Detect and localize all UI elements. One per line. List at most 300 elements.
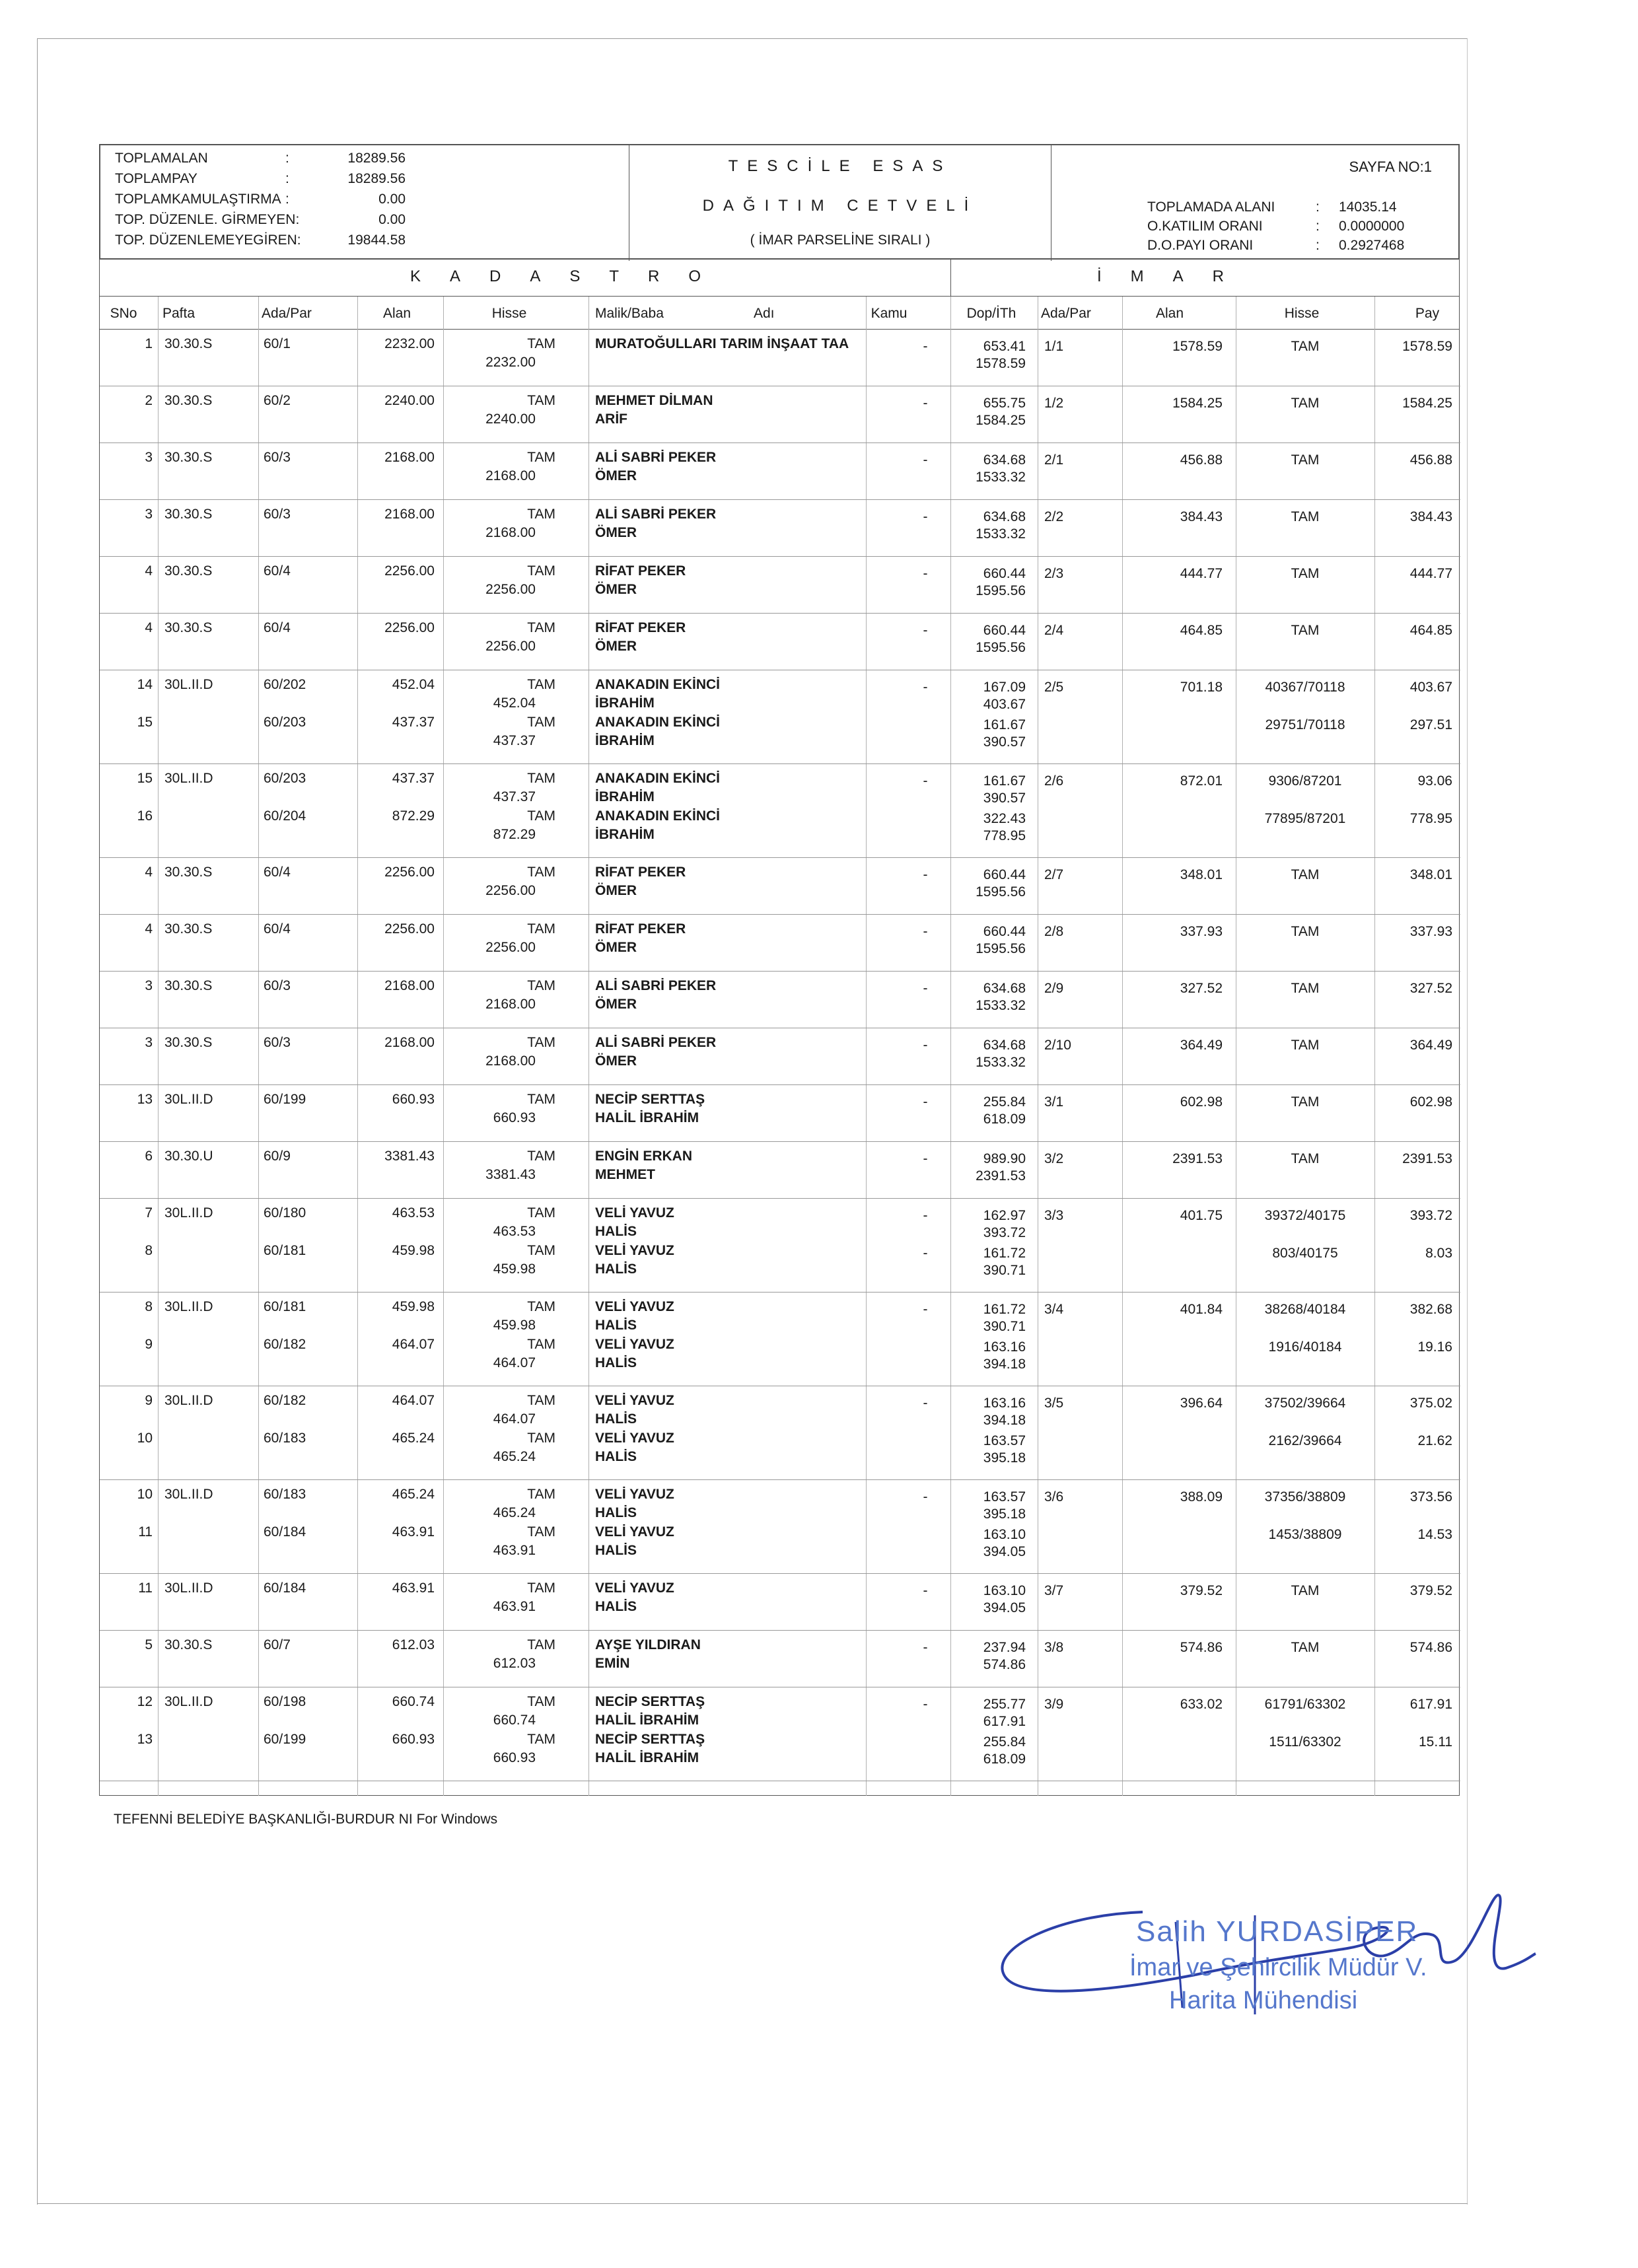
cell-ada-par: 60/203 — [264, 771, 306, 786]
cell-ada-par: 60/3 — [264, 450, 291, 465]
cell-hisse-value: 612.03 — [493, 1656, 536, 1671]
cell-dop: 161.67 — [983, 717, 1026, 732]
cell-hisse: TAM — [527, 1580, 555, 1596]
cell-hisse-value: 464.07 — [493, 1411, 536, 1427]
cell-father: HALİS — [595, 1543, 637, 1558]
cell-hisse: TAM — [527, 677, 555, 692]
cell-hisse-value: 660.74 — [493, 1713, 536, 1728]
cell-imar-ada: 2/5 — [1044, 680, 1064, 695]
cell-dop: 660.44 — [983, 924, 1026, 939]
cell-imar-hisse: 39372/40175 — [1264, 1208, 1346, 1223]
cell-hisse: TAM — [527, 1299, 555, 1314]
cell-sno: 4 — [145, 563, 153, 579]
summary-colon: : — [285, 171, 289, 186]
cell-kamu: - — [923, 924, 928, 939]
cell-alan: 437.37 — [392, 771, 435, 786]
cell-dop-total: 1595.56 — [976, 884, 1026, 900]
cell-ada-par: 60/2 — [264, 393, 291, 408]
cell-father: ÖMER — [595, 997, 637, 1012]
table-row — [100, 1687, 1460, 1781]
cell-hisse-value: 465.24 — [493, 1505, 536, 1520]
cell-alan: 2168.00 — [384, 450, 435, 465]
signature-role: Harita Mühendisi — [1169, 1987, 1358, 2014]
cell-hisse: TAM — [527, 1205, 555, 1221]
signature-title: İmar ve Şehircilik Müdür V. — [1129, 1954, 1427, 1981]
cell-ada-par: 60/182 — [264, 1393, 306, 1408]
cell-hisse-value: 660.93 — [493, 1110, 536, 1125]
table-row — [100, 858, 1460, 915]
cell-hisse-value: 465.24 — [493, 1449, 536, 1464]
summary-colon: : — [1316, 238, 1320, 253]
cell-pafta: 30.30.S — [164, 1035, 213, 1050]
cell-sno: 3 — [145, 1035, 153, 1050]
cell-ada-par: 60/182 — [264, 1337, 306, 1352]
cell-father: ÖMER — [595, 525, 637, 540]
cell-hisse: TAM — [527, 1524, 555, 1540]
section-imar: İMAR — [1097, 267, 1253, 285]
title-line-1: TESCİLE ESAS — [728, 157, 952, 175]
cell-imar-ada: 1/1 — [1044, 339, 1064, 354]
cell-dop: 163.57 — [983, 1433, 1026, 1448]
cell-sno: 10 — [137, 1487, 153, 1502]
cell-dop: 634.68 — [983, 981, 1026, 996]
cell-pafta: 30L.II.D — [164, 1580, 213, 1596]
cell-imar-alan: 396.64 — [1180, 1396, 1223, 1411]
summary-line — [1147, 238, 1451, 255]
cell-hisse-value: 872.29 — [493, 827, 536, 842]
cell-imar-pay: 464.85 — [1409, 623, 1452, 638]
cell-pafta: 30.30.S — [164, 921, 213, 937]
cell-pafta: 30.30.S — [164, 450, 213, 465]
cell-pafta: 30L.II.D — [164, 1205, 213, 1221]
cell-hisse-value: 463.91 — [493, 1543, 536, 1558]
cell-hisse: TAM — [527, 563, 555, 579]
cell-imar-pay: 1584.25 — [1402, 396, 1452, 411]
cell-sno: 12 — [137, 1694, 153, 1709]
cell-imar-hisse: 40367/70118 — [1265, 680, 1345, 695]
table-row — [100, 915, 1460, 972]
cell-kamu: - — [923, 566, 928, 581]
cell-father: ÖMER — [595, 883, 637, 898]
cell-dop-total: 1595.56 — [976, 640, 1026, 655]
cell-alan: 459.98 — [392, 1299, 435, 1314]
cell-hisse-value: 437.37 — [493, 789, 536, 804]
cell-imar-hisse: TAM — [1291, 509, 1320, 524]
cell-alan: 2256.00 — [384, 563, 435, 579]
cell-imar-hisse: 1453/38809 — [1268, 1527, 1342, 1542]
cell-dop: 161.67 — [983, 773, 1026, 789]
cell-hisse-value: 459.98 — [493, 1261, 536, 1277]
cell-imar-alan: 327.52 — [1180, 981, 1223, 996]
cell-alan: 465.24 — [392, 1487, 435, 1502]
cell-ada-par: 60/203 — [264, 715, 306, 730]
table-row — [100, 614, 1460, 670]
cell-imar-ada: 3/5 — [1044, 1396, 1064, 1411]
cell-father: HALİS — [595, 1449, 637, 1464]
summary-label: TOPLAMADA ALANI — [1147, 199, 1275, 215]
cell-owner: VELİ YAVUZ — [595, 1243, 674, 1258]
cell-dop-total: 1533.32 — [976, 998, 1026, 1013]
cell-sno: 9 — [145, 1393, 153, 1408]
signature-name: Salih YURDASİPER — [1136, 1915, 1419, 1948]
cell-alan: 463.91 — [392, 1524, 435, 1540]
cell-imar-hisse: 1916/40184 — [1268, 1339, 1342, 1355]
cell-imar-alan: 401.84 — [1180, 1302, 1223, 1317]
cell-imar-alan: 348.01 — [1180, 867, 1223, 882]
cell-ada-par: 60/198 — [264, 1694, 306, 1709]
cell-imar-pay: 617.91 — [1409, 1697, 1452, 1712]
cell-ada-par: 60/7 — [264, 1637, 291, 1652]
cell-hisse: TAM — [527, 808, 555, 824]
cell-dop-total: 1584.25 — [976, 413, 1026, 428]
cell-dop: 989.90 — [983, 1151, 1026, 1166]
column-header: Ada/Par — [262, 306, 312, 321]
cell-sno: 8 — [145, 1299, 153, 1314]
cell-alan: 2256.00 — [384, 865, 435, 880]
cell-owner: ALİ SABRİ PEKER — [595, 507, 717, 522]
cell-pafta: 30.30.S — [164, 507, 213, 522]
cell-sno: 2 — [145, 393, 153, 408]
cell-dop-total: 1533.32 — [976, 1055, 1026, 1070]
summary-label: D.O.PAYI ORANI — [1147, 238, 1254, 253]
cell-ada-par: 60/204 — [264, 808, 306, 824]
title-line-2: DAĞITIM CETVELİ — [702, 197, 978, 215]
cell-sno: 6 — [145, 1149, 153, 1164]
cell-ada-par: 60/4 — [264, 620, 291, 635]
cell-kamu: - — [923, 1489, 928, 1505]
cell-imar-alan: 602.98 — [1180, 1094, 1223, 1110]
cell-kamu: - — [923, 623, 928, 638]
column-header: Hisse — [1284, 306, 1320, 321]
cell-imar-pay: 393.72 — [1409, 1208, 1452, 1223]
cell-kamu: - — [923, 1697, 928, 1712]
cell-owner: NECİP SERTTAŞ — [595, 1694, 705, 1709]
cell-kamu: - — [923, 509, 928, 524]
cell-imar-alan: 701.18 — [1180, 680, 1223, 695]
cell-father: HALİL İBRAHİM — [595, 1713, 699, 1728]
cell-kamu: - — [923, 1094, 928, 1110]
cell-alan: 2240.00 — [384, 393, 435, 408]
column-header: Pafta — [162, 306, 196, 321]
cell-owner: ANAKADIN EKİNCİ — [595, 677, 720, 692]
cell-imar-alan: 379.52 — [1180, 1583, 1223, 1598]
cell-alan: 437.37 — [392, 715, 435, 730]
cell-imar-alan: 456.88 — [1180, 452, 1223, 468]
summary-line — [115, 212, 419, 229]
cell-imar-pay: 778.95 — [1409, 811, 1452, 826]
cell-pafta: 30L.II.D — [164, 1092, 213, 1107]
cell-imar-hisse: 2162/39664 — [1268, 1433, 1342, 1448]
cell-hisse-value: 2240.00 — [485, 411, 536, 427]
cell-owner: VELİ YAVUZ — [595, 1205, 674, 1221]
cell-father: HALİS — [595, 1505, 637, 1520]
cell-dop: 660.44 — [983, 623, 1026, 638]
cell-imar-hisse: TAM — [1291, 452, 1320, 468]
cell-dop-total: 1578.59 — [976, 356, 1026, 371]
cell-hisse: TAM — [527, 336, 555, 351]
cell-hisse: TAM — [527, 715, 555, 730]
cell-pafta: 30L.II.D — [164, 1694, 213, 1709]
cell-pafta: 30L.II.D — [164, 771, 213, 786]
cell-ada-par: 60/199 — [264, 1732, 306, 1747]
table-row — [100, 764, 1460, 858]
cell-owner: VELİ YAVUZ — [595, 1337, 674, 1352]
cell-father: ÖMER — [595, 940, 637, 955]
table-row — [100, 1142, 1460, 1199]
cell-kamu: - — [923, 867, 928, 882]
cell-imar-hisse: TAM — [1291, 1151, 1320, 1166]
page-number: SAYFA NO:1 — [1349, 159, 1432, 175]
cell-hisse-value: 2232.00 — [485, 355, 536, 370]
table-row — [100, 1199, 1460, 1293]
cell-hisse: TAM — [527, 1243, 555, 1258]
column-header: Alan — [1155, 306, 1184, 321]
cell-father: HALİS — [595, 1355, 637, 1370]
cell-imar-ada: 1/2 — [1044, 396, 1064, 411]
cell-sno: 7 — [145, 1205, 153, 1221]
cell-sno: 13 — [137, 1732, 153, 1747]
cell-imar-alan: 384.43 — [1180, 509, 1223, 524]
cell-dop: 255.77 — [983, 1697, 1026, 1712]
cell-owner: VELİ YAVUZ — [595, 1393, 674, 1408]
cell-imar-pay: 15.11 — [1419, 1734, 1452, 1750]
cell-owner: ENGİN ERKAN — [595, 1149, 693, 1164]
cell-owner: VELİ YAVUZ — [595, 1487, 674, 1502]
column-header: Ada/Par — [1041, 306, 1091, 321]
cell-kamu: - — [923, 339, 928, 354]
cell-imar-hisse: 29751/70118 — [1265, 717, 1345, 732]
column-header: Hisse — [491, 306, 527, 321]
cell-imar-pay: 375.02 — [1409, 1396, 1452, 1411]
cell-dop-total: 1595.56 — [976, 583, 1026, 598]
cell-pafta: 30L.II.D — [164, 677, 213, 692]
cell-imar-pay: 8.03 — [1425, 1246, 1452, 1261]
cell-hisse: TAM — [527, 1092, 555, 1107]
cell-imar-alan: 872.01 — [1180, 773, 1223, 789]
cell-sno: 10 — [137, 1431, 153, 1446]
summary-label: O.KATILIM ORANI — [1147, 219, 1263, 234]
column-divider — [158, 297, 159, 330]
column-divider — [866, 297, 867, 330]
cell-hisse-value: 2168.00 — [485, 525, 536, 540]
cell-dop-total: 390.57 — [983, 734, 1026, 750]
cell-imar-hisse: 38268/40184 — [1264, 1302, 1346, 1317]
cell-dop-total: 778.95 — [983, 828, 1026, 843]
cell-alan: 3381.43 — [384, 1149, 435, 1164]
cell-imar-pay: 93.06 — [1417, 773, 1452, 789]
cell-dop-total: 1595.56 — [976, 941, 1026, 956]
cell-imar-pay: 382.68 — [1409, 1302, 1452, 1317]
cell-hisse-value: 2256.00 — [485, 639, 536, 654]
cell-father: HALİS — [595, 1411, 637, 1427]
cell-imar-ada: 2/4 — [1044, 623, 1064, 638]
cell-dop: 634.68 — [983, 452, 1026, 468]
cell-kamu: - — [923, 1302, 928, 1317]
column-headers — [99, 297, 1460, 330]
cell-hisse: TAM — [527, 620, 555, 635]
cell-dop-total: 618.09 — [983, 1752, 1026, 1767]
column-divider — [1122, 297, 1123, 330]
cell-imar-ada: 3/6 — [1044, 1489, 1064, 1505]
cell-hisse-value: 459.98 — [493, 1318, 536, 1333]
cell-imar-alan: 1584.25 — [1172, 396, 1223, 411]
table-row — [100, 1631, 1460, 1687]
cell-ada-par: 60/181 — [264, 1243, 306, 1258]
cell-imar-ada: 3/8 — [1044, 1640, 1064, 1655]
cell-father: ÖMER — [595, 468, 637, 483]
cell-owner: MEHMET DİLMAN — [595, 393, 713, 408]
table-row — [100, 557, 1460, 614]
cell-father: İBRAHİM — [595, 789, 655, 804]
cell-dop: 634.68 — [983, 1038, 1026, 1053]
summary-colon: : — [1316, 219, 1320, 234]
cell-sno: 11 — [138, 1580, 153, 1596]
cell-hisse: TAM — [527, 1694, 555, 1709]
summary-label: TOP. DÜZENLEMEYEGİREN: — [115, 232, 301, 248]
table-row — [100, 1293, 1460, 1386]
cell-alan: 612.03 — [392, 1637, 435, 1652]
cell-sno: 16 — [137, 808, 153, 824]
cell-hisse-value: 3381.43 — [485, 1167, 536, 1182]
cell-owner: RİFAT PEKER — [595, 563, 686, 579]
cell-imar-hisse: 61791/63302 — [1264, 1697, 1346, 1712]
cell-imar-pay: 373.56 — [1409, 1489, 1452, 1505]
cell-owner: NECİP SERTTAŞ — [595, 1092, 705, 1107]
cell-imar-ada: 3/9 — [1044, 1697, 1064, 1712]
cell-hisse-value: 2256.00 — [485, 883, 536, 898]
cell-owner: RİFAT PEKER — [595, 620, 686, 635]
cell-imar-pay: 337.93 — [1409, 924, 1452, 939]
cell-dop: 163.57 — [983, 1489, 1026, 1505]
cell-ada-par: 60/183 — [264, 1487, 306, 1502]
cell-imar-hisse: TAM — [1291, 623, 1320, 638]
cell-dop: 655.75 — [983, 396, 1026, 411]
summary-label: TOPLAMALAN — [115, 151, 208, 166]
column-header: SNo — [110, 306, 137, 321]
table-row — [100, 500, 1460, 557]
cell-hisse: TAM — [527, 1393, 555, 1408]
cell-imar-alan: 364.49 — [1180, 1038, 1223, 1053]
cell-hisse: TAM — [527, 1431, 555, 1446]
cell-imar-hisse: TAM — [1291, 1640, 1320, 1655]
summary-value: 0.00 — [378, 212, 406, 227]
cell-dop: 167.09 — [983, 680, 1026, 695]
cell-imar-ada: 2/1 — [1044, 452, 1064, 468]
cell-imar-alan: 401.75 — [1180, 1208, 1223, 1223]
cell-imar-ada: 3/2 — [1044, 1151, 1064, 1166]
cell-imar-alan: 464.85 — [1180, 623, 1223, 638]
cell-alan: 464.07 — [392, 1393, 435, 1408]
summary-value: 14035.14 — [1339, 199, 1397, 215]
signature-stamp — [978, 1876, 1539, 2054]
cell-imar-hisse: 1511/63302 — [1269, 1734, 1341, 1750]
cell-imar-pay: 403.67 — [1409, 680, 1452, 695]
cell-sno: 4 — [145, 620, 153, 635]
cell-owner: ALİ SABRİ PEKER — [595, 1035, 717, 1050]
cell-hisse-value: 452.04 — [493, 695, 536, 711]
cell-hisse: TAM — [527, 1487, 555, 1502]
cell-imar-pay: 1578.59 — [1402, 339, 1452, 354]
column-header: Dop/İTh — [966, 306, 1016, 321]
cell-hisse: TAM — [527, 978, 555, 993]
cell-ada-par: 60/1 — [264, 336, 291, 351]
cell-imar-hisse: TAM — [1291, 924, 1320, 939]
cell-dop: 660.44 — [983, 566, 1026, 581]
summary-value: 0.0000000 — [1339, 219, 1405, 234]
cell-owner: RİFAT PEKER — [595, 865, 686, 880]
cell-dop-total: 395.18 — [983, 1450, 1026, 1466]
table-row — [100, 1085, 1460, 1142]
cell-imar-ada: 3/1 — [1044, 1094, 1064, 1110]
cell-owner: ANAKADIN EKİNCİ — [595, 771, 720, 786]
cell-sno: 5 — [145, 1637, 153, 1652]
cell-father: ÖMER — [595, 1053, 637, 1069]
cell-dop-total: 617.91 — [983, 1714, 1026, 1729]
cell-imar-pay: 21.62 — [1417, 1433, 1452, 1448]
cell-dop: 163.16 — [983, 1339, 1026, 1355]
cell-dop-total: 574.86 — [983, 1657, 1026, 1672]
cell-ada-par: 60/184 — [264, 1524, 306, 1540]
summary-line — [115, 192, 419, 209]
title-line-3: ( İMAR PARSELİNE SIRALI ) — [750, 232, 931, 248]
cell-ada-par: 60/3 — [264, 507, 291, 522]
cell-imar-ada: 2/3 — [1044, 566, 1064, 581]
cell-imar-hisse: 37356/38809 — [1264, 1489, 1346, 1505]
cell-dop: 660.44 — [983, 867, 1026, 882]
cell-ada-par: 60/199 — [264, 1092, 306, 1107]
cell-alan: 660.93 — [392, 1092, 435, 1107]
cell-father: İBRAHİM — [595, 695, 655, 711]
cell-imar-hisse: TAM — [1291, 1094, 1320, 1110]
table-row — [100, 1480, 1460, 1574]
cell-hisse: TAM — [527, 1149, 555, 1164]
cell-hisse: TAM — [527, 393, 555, 408]
cell-hisse: TAM — [527, 1035, 555, 1050]
cell-ada-par: 60/184 — [264, 1580, 306, 1596]
cell-pafta: 30L.II.D — [164, 1393, 213, 1408]
cell-kamu: - — [923, 773, 928, 789]
cell-father: ÖMER — [595, 639, 637, 654]
cell-owner: RİFAT PEKER — [595, 921, 686, 937]
table-row — [100, 1028, 1460, 1085]
cell-pafta: 30L.II.D — [164, 1487, 213, 1502]
cell-alan: 2256.00 — [384, 620, 435, 635]
cell-father: HALİS — [595, 1599, 637, 1614]
cell-kamu: - — [923, 1246, 928, 1261]
cell-dop: 161.72 — [983, 1246, 1026, 1261]
cell-imar-hisse: TAM — [1291, 339, 1320, 354]
cell-sno: 11 — [138, 1524, 153, 1540]
cell-alan: 872.29 — [392, 808, 435, 824]
cell-hisse-value: 660.93 — [493, 1750, 536, 1765]
cell-alan: 2168.00 — [384, 1035, 435, 1050]
table-row — [100, 386, 1460, 443]
cell-kamu: - — [923, 396, 928, 411]
document-title — [629, 145, 1051, 261]
summary-line — [115, 232, 419, 250]
column-header: Adı — [754, 306, 775, 321]
cell-imar-hisse: 9306/87201 — [1268, 773, 1342, 789]
cell-pafta: 30L.II.D — [164, 1299, 213, 1314]
table-row — [100, 330, 1460, 386]
cell-sno: 15 — [137, 715, 153, 730]
cell-dop-total: 403.67 — [983, 697, 1026, 712]
section-kadastro: KADASTRO — [410, 267, 730, 285]
cell-father: HALİS — [595, 1261, 637, 1277]
cell-sno: 3 — [145, 507, 153, 522]
cell-hisse-value: 2168.00 — [485, 468, 536, 483]
cell-pafta: 30.30.S — [164, 978, 213, 993]
